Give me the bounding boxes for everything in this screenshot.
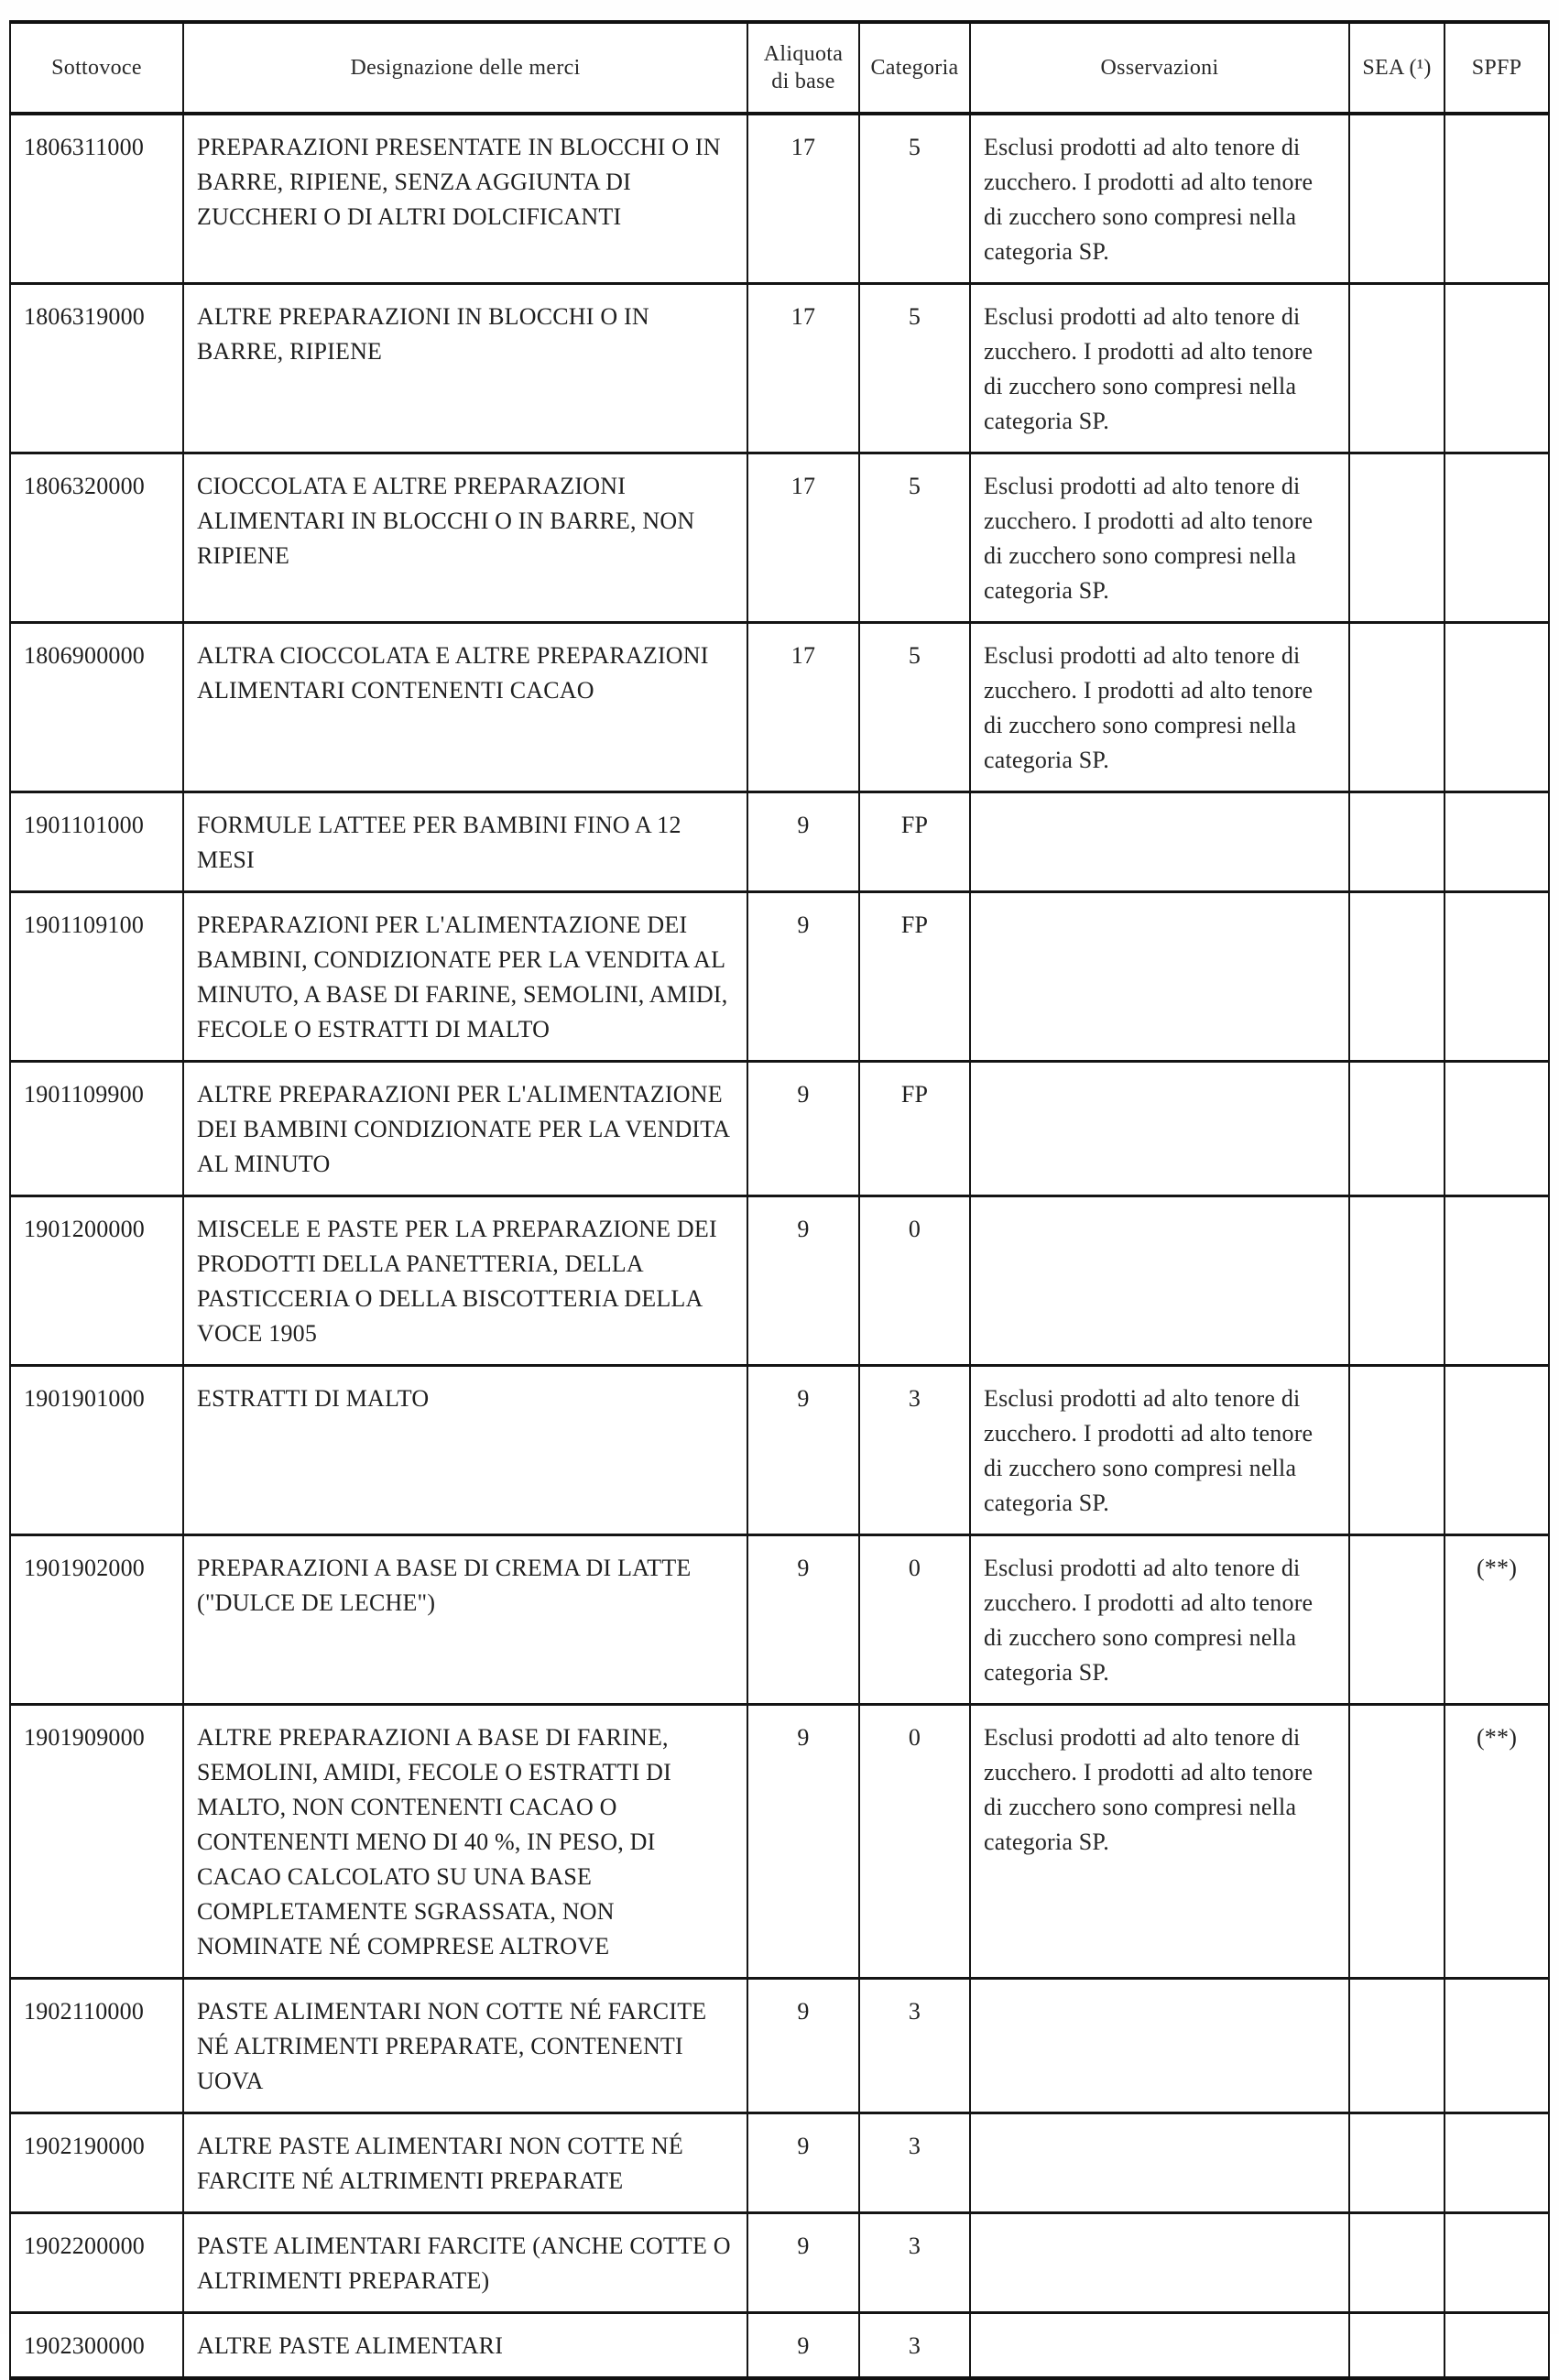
column-header-aliquota: Aliquota di base bbox=[747, 22, 859, 114]
cell-goods-description: ALTRE PREPARAZIONI IN BLOCCHI O IN BARRE, RIPIENE bbox=[183, 284, 747, 453]
cell-spfp bbox=[1445, 2113, 1549, 2213]
cell-subheading-code: 1901200000 bbox=[10, 1196, 183, 1366]
header-row bbox=[10, 22, 1549, 114]
cell-base-rate: 9 bbox=[747, 2313, 859, 2379]
cell-spfp bbox=[1445, 792, 1549, 892]
cell-base-rate: 9 bbox=[747, 792, 859, 892]
cell-goods-description: ESTRATTI DI MALTO bbox=[183, 1366, 747, 1535]
cell-subheading-code: 1806900000 bbox=[10, 623, 183, 792]
cell-category: 5 bbox=[859, 453, 970, 623]
cell-goods-description: PREPARAZIONI PRESENTATE IN BLOCCHI O IN BARRE, RIPIENE, SENZA AGGIUNTA DI ZUCCHERI O DI ALTRI DOLCIFICANTI bbox=[183, 114, 747, 284]
cell-goods-description: ALTRE PREPARAZIONI PER L'ALIMENTAZIONE DEI BAMBINI CONDIZIONATE PER LA VENDITA AL MINUTO bbox=[183, 1062, 747, 1196]
table-body bbox=[10, 114, 1549, 2378]
table-row bbox=[10, 2213, 1549, 2313]
cell-subheading-code: 1902200000 bbox=[10, 2213, 183, 2313]
cell-spfp bbox=[1445, 892, 1549, 1062]
cell-goods-description: ALTRE PREPARAZIONI A BASE DI FARINE, SEMOLINI, AMIDI, FECOLE O ESTRATTI DI MALTO, NON CONTENENTI CACAO O CONTENENTI MENO DI 40 %, IN PESO, DI CACAO CALCOLATO SU UNA BASE COMPLETAMENTE SGRASSATA, NON NOMINATE NÉ COMPRESE ALTROVE bbox=[183, 1705, 747, 1979]
cell-category: FP bbox=[859, 892, 970, 1062]
cell-base-rate: 9 bbox=[747, 1979, 859, 2113]
cell-observations: Esclusi prodotti ad alto tenore di zucchero. I prodotti ad alto tenore di zucchero sono compresi nella categoria SP. bbox=[970, 453, 1349, 623]
table-row bbox=[10, 892, 1549, 1062]
cell-goods-description: FORMULE LATTEE PER BAMBINI FINO A 12 MESI bbox=[183, 792, 747, 892]
cell-category: 0 bbox=[859, 1705, 970, 1979]
cell-sea bbox=[1349, 453, 1445, 623]
cell-spfp bbox=[1445, 1062, 1549, 1196]
tariff-table bbox=[9, 20, 1550, 2380]
cell-category: 5 bbox=[859, 284, 970, 453]
cell-sea bbox=[1349, 2113, 1445, 2213]
cell-base-rate: 9 bbox=[747, 1062, 859, 1196]
cell-observations: Esclusi prodotti ad alto tenore di zucchero. I prodotti ad alto tenore di zucchero sono compresi nella categoria SP. bbox=[970, 114, 1349, 284]
cell-sea bbox=[1349, 1366, 1445, 1535]
cell-spfp bbox=[1445, 453, 1549, 623]
cell-observations: Esclusi prodotti ad alto tenore di zucchero. I prodotti ad alto tenore di zucchero sono compresi nella categoria SP. bbox=[970, 1366, 1349, 1535]
column-header-spfp: SPFP bbox=[1445, 22, 1549, 114]
table-row bbox=[10, 1196, 1549, 1366]
table-row bbox=[10, 453, 1549, 623]
cell-base-rate: 17 bbox=[747, 453, 859, 623]
cell-observations: Esclusi prodotti ad alto tenore di zucchero. I prodotti ad alto tenore di zucchero sono compresi nella categoria SP. bbox=[970, 284, 1349, 453]
cell-goods-description: PREPARAZIONI PER L'ALIMENTAZIONE DEI BAMBINI, CONDIZIONATE PER LA VENDITA AL MINUTO, A BASE DI FARINE, SEMOLINI, AMIDI, FECOLE O ESTRATTI DI MALTO bbox=[183, 892, 747, 1062]
cell-goods-description: CIOCCOLATA E ALTRE PREPARAZIONI ALIMENTARI IN BLOCCHI O IN BARRE, NON RIPIENE bbox=[183, 453, 747, 623]
cell-base-rate: 9 bbox=[747, 1535, 859, 1705]
column-header-sea: SEA (¹) bbox=[1349, 22, 1445, 114]
table-row bbox=[10, 2113, 1549, 2213]
cell-subheading-code: 1901909000 bbox=[10, 1705, 183, 1979]
cell-spfp bbox=[1445, 1979, 1549, 2113]
cell-category: 0 bbox=[859, 1196, 970, 1366]
table-row bbox=[10, 114, 1549, 284]
cell-category: 5 bbox=[859, 623, 970, 792]
cell-observations: Esclusi prodotti ad alto tenore di zucchero. I prodotti ad alto tenore di zucchero sono compresi nella categoria SP. bbox=[970, 1535, 1349, 1705]
cell-sea bbox=[1349, 1535, 1445, 1705]
table-row bbox=[10, 1535, 1549, 1705]
cell-base-rate: 9 bbox=[747, 1196, 859, 1366]
column-header-sottovoce: Sottovoce bbox=[10, 22, 183, 114]
cell-spfp bbox=[1445, 114, 1549, 284]
cell-category: 3 bbox=[859, 1366, 970, 1535]
cell-sea bbox=[1349, 1196, 1445, 1366]
cell-sea bbox=[1349, 284, 1445, 453]
cell-goods-description: ALTRE PASTE ALIMENTARI bbox=[183, 2313, 747, 2379]
cell-base-rate: 9 bbox=[747, 2213, 859, 2313]
cell-category: 3 bbox=[859, 2213, 970, 2313]
cell-category: 0 bbox=[859, 1535, 970, 1705]
cell-subheading-code: 1901101000 bbox=[10, 792, 183, 892]
cell-subheading-code: 1806311000 bbox=[10, 114, 183, 284]
cell-observations bbox=[970, 2213, 1349, 2313]
cell-observations bbox=[970, 892, 1349, 1062]
cell-category: 3 bbox=[859, 2313, 970, 2379]
cell-sea bbox=[1349, 892, 1445, 1062]
table-row bbox=[10, 623, 1549, 792]
cell-goods-description: PREPARAZIONI A BASE DI CREMA DI LATTE ("DULCE DE LECHE") bbox=[183, 1535, 747, 1705]
table-row bbox=[10, 2313, 1549, 2379]
table-row bbox=[10, 284, 1549, 453]
cell-goods-description: ALTRA CIOCCOLATA E ALTRE PREPARAZIONI ALIMENTARI CONTENENTI CACAO bbox=[183, 623, 747, 792]
cell-sea bbox=[1349, 114, 1445, 284]
column-header-designazione: Designazione delle merci bbox=[183, 22, 747, 114]
cell-subheading-code: 1902300000 bbox=[10, 2313, 183, 2379]
cell-sea bbox=[1349, 1979, 1445, 2113]
cell-base-rate: 9 bbox=[747, 892, 859, 1062]
cell-category: FP bbox=[859, 792, 970, 892]
cell-sea bbox=[1349, 623, 1445, 792]
cell-sea bbox=[1349, 792, 1445, 892]
cell-base-rate: 9 bbox=[747, 2113, 859, 2213]
cell-observations bbox=[970, 2113, 1349, 2213]
cell-base-rate: 9 bbox=[747, 1366, 859, 1535]
cell-spfp bbox=[1445, 1366, 1549, 1535]
column-header-osservazioni: Osservazioni bbox=[970, 22, 1349, 114]
cell-observations: Esclusi prodotti ad alto tenore di zucchero. I prodotti ad alto tenore di zucchero sono compresi nella categoria SP. bbox=[970, 1705, 1349, 1979]
cell-subheading-code: 1901902000 bbox=[10, 1535, 183, 1705]
cell-goods-description: PASTE ALIMENTARI FARCITE (ANCHE COTTE O ALTRIMENTI PREPARATE) bbox=[183, 2213, 747, 2313]
table-row bbox=[10, 1705, 1549, 1979]
table-row bbox=[10, 1062, 1549, 1196]
cell-observations bbox=[970, 792, 1349, 892]
table-header bbox=[10, 22, 1549, 114]
cell-subheading-code: 1901901000 bbox=[10, 1366, 183, 1535]
cell-base-rate: 17 bbox=[747, 284, 859, 453]
cell-category: FP bbox=[859, 1062, 970, 1196]
cell-subheading-code: 1902190000 bbox=[10, 2113, 183, 2213]
cell-spfp: (**) bbox=[1445, 1705, 1549, 1979]
cell-sea bbox=[1349, 2213, 1445, 2313]
cell-base-rate: 9 bbox=[747, 1705, 859, 1979]
cell-goods-description: MISCELE E PASTE PER LA PREPARAZIONE DEI PRODOTTI DELLA PANETTERIA, DELLA PASTICCERIA O DELLA BISCOTTERIA DELLA VOCE 1905 bbox=[183, 1196, 747, 1366]
cell-spfp bbox=[1445, 284, 1549, 453]
cell-category: 3 bbox=[859, 2113, 970, 2213]
cell-spfp bbox=[1445, 1196, 1549, 1366]
cell-goods-description: ALTRE PASTE ALIMENTARI NON COTTE NÉ FARCITE NÉ ALTRIMENTI PREPARATE bbox=[183, 2113, 747, 2213]
cell-subheading-code: 1806320000 bbox=[10, 453, 183, 623]
cell-category: 3 bbox=[859, 1979, 970, 2113]
cell-sea bbox=[1349, 1705, 1445, 1979]
cell-base-rate: 17 bbox=[747, 114, 859, 284]
cell-spfp bbox=[1445, 2213, 1549, 2313]
cell-base-rate: 17 bbox=[747, 623, 859, 792]
cell-subheading-code: 1901109900 bbox=[10, 1062, 183, 1196]
cell-goods-description: PASTE ALIMENTARI NON COTTE NÉ FARCITE NÉ ALTRIMENTI PREPARATE, CONTENENTI UOVA bbox=[183, 1979, 747, 2113]
cell-spfp bbox=[1445, 2313, 1549, 2379]
table-row bbox=[10, 1979, 1549, 2113]
cell-subheading-code: 1902110000 bbox=[10, 1979, 183, 2113]
cell-observations bbox=[970, 1979, 1349, 2113]
table-row bbox=[10, 1366, 1549, 1535]
cell-observations bbox=[970, 1062, 1349, 1196]
cell-observations bbox=[970, 2313, 1349, 2379]
cell-category: 5 bbox=[859, 114, 970, 284]
cell-sea bbox=[1349, 2313, 1445, 2379]
cell-observations bbox=[970, 1196, 1349, 1366]
cell-subheading-code: 1806319000 bbox=[10, 284, 183, 453]
cell-sea bbox=[1349, 1062, 1445, 1196]
cell-subheading-code: 1901109100 bbox=[10, 892, 183, 1062]
cell-spfp: (**) bbox=[1445, 1535, 1549, 1705]
table-row bbox=[10, 792, 1549, 892]
cell-observations: Esclusi prodotti ad alto tenore di zucchero. I prodotti ad alto tenore di zucchero sono compresi nella categoria SP. bbox=[970, 623, 1349, 792]
column-header-categoria: Categoria bbox=[859, 22, 970, 114]
cell-spfp bbox=[1445, 623, 1549, 792]
